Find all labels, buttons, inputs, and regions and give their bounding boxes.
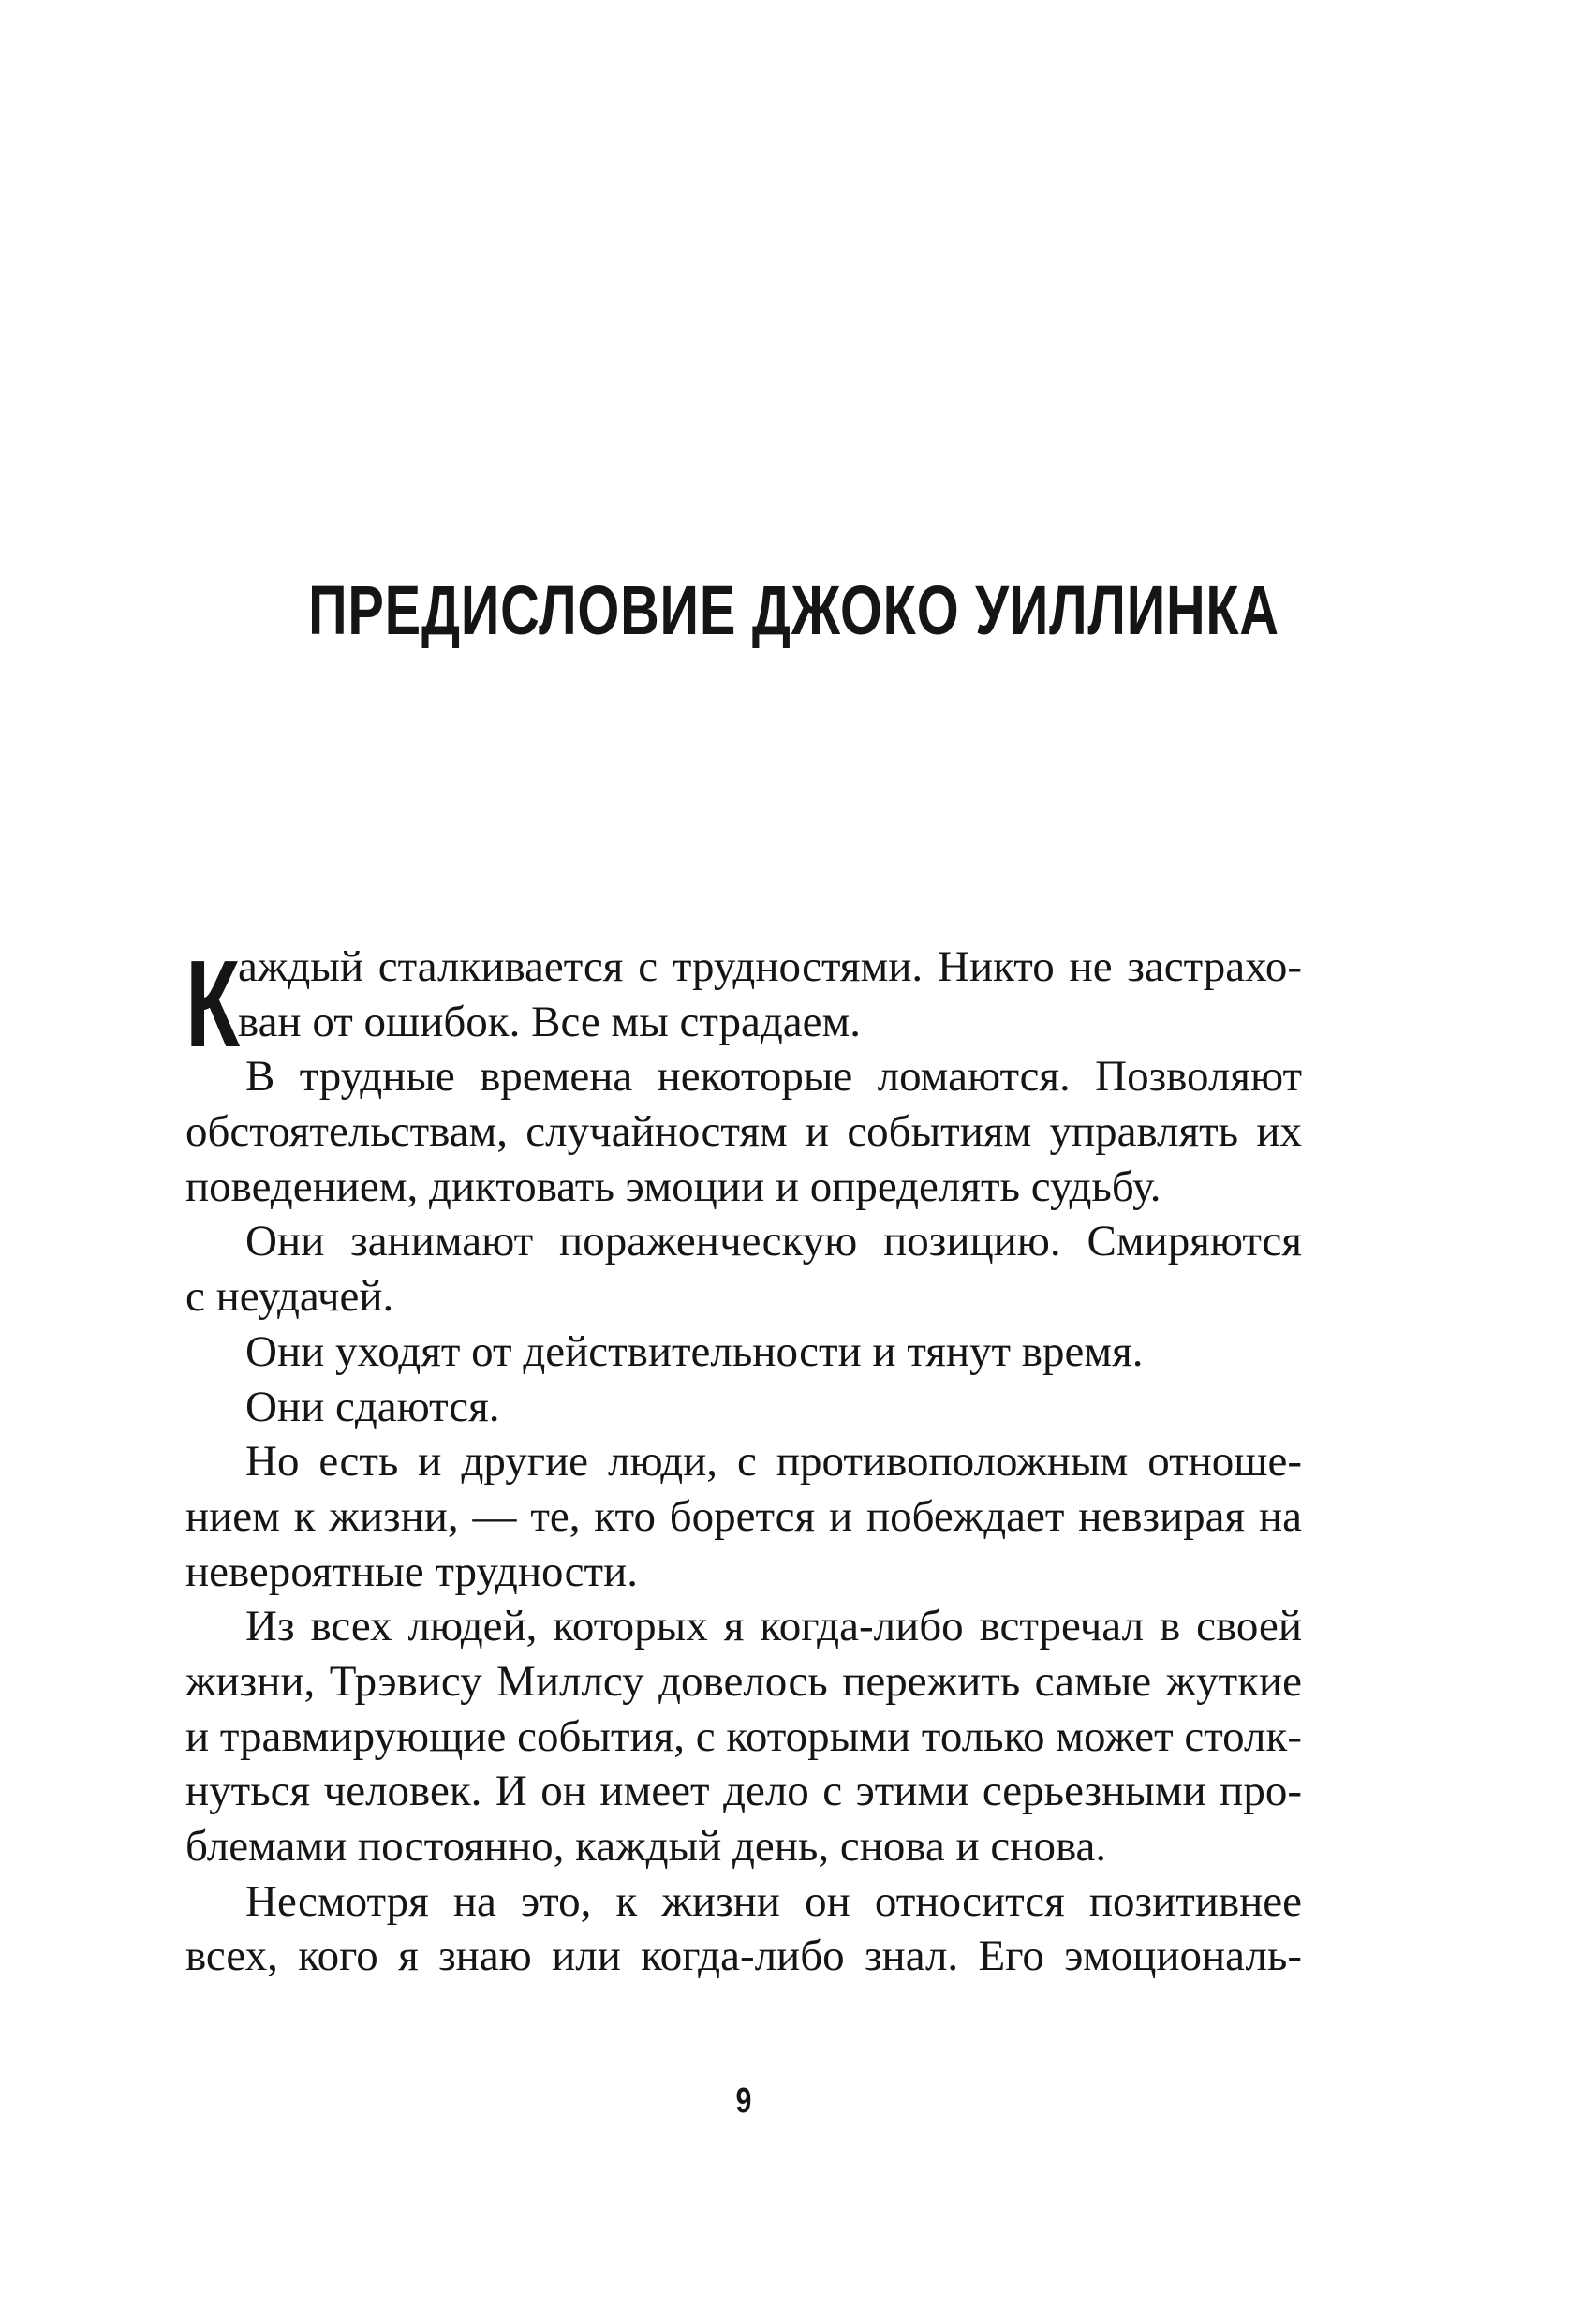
text-line: нием к жизни, — те, кто борется и побеждает невзирая на: [185, 1491, 1302, 1541]
paragraph-start-line: Они занимают пораженческую позицию. Смиряются: [245, 1217, 1302, 1266]
paragraph-start-line: Из всех людей, которых я когда-либо встречал в своей: [245, 1602, 1302, 1651]
paragraph-start-line: Несмотря на это, к жизни он относится позитивнее: [245, 1876, 1302, 1926]
text-line: невероятные трудности.: [185, 1547, 638, 1596]
text-line: аждый сталкивается с трудностями. Никто не застрахо-: [238, 942, 1302, 991]
text-line: нуться человек. И он имеет дело с этими серьезными про-: [185, 1767, 1302, 1816]
text-line: и травмирующие события, с которыми только может столк-: [185, 1711, 1302, 1761]
paragraph-start-line: Они уходят от действительности и тянут время.: [245, 1326, 1144, 1376]
text-line: всех, кого я знаю или когда-либо знал. Его эмоциональ-: [185, 1932, 1302, 1981]
text-line: с неудачей.: [185, 1272, 394, 1322]
chapter-title: ПРЕДИСЛОВИЕ ДЖОКО УИЛЛИНКА: [308, 570, 1279, 649]
paragraph-start-line: Они сдаются.: [245, 1382, 500, 1431]
text-line: жизни, Трэвису Миллсу довелось пережить самые жуткие: [185, 1656, 1302, 1706]
drop-cap: К: [185, 935, 241, 1073]
text-line: блемами постоянно, каждый день, снова и снова.: [185, 1822, 1107, 1871]
paragraph-start-line: Но есть и другие люди, с противоположным отноше-: [245, 1437, 1302, 1487]
text-line: поведением, диктовать эмоции и определять судьбу.: [185, 1162, 1161, 1211]
text-line: обстоятельствам, случайностям и событиям управлять их: [185, 1107, 1302, 1157]
text-line: ван от ошибок. Все мы страдаем.: [238, 997, 862, 1046]
page-number: 9: [735, 2081, 752, 2121]
body-text: [185, 935, 1302, 1984]
paragraph-start-line: В трудные времена некоторые ломаются. Позволяют: [245, 1052, 1302, 1102]
